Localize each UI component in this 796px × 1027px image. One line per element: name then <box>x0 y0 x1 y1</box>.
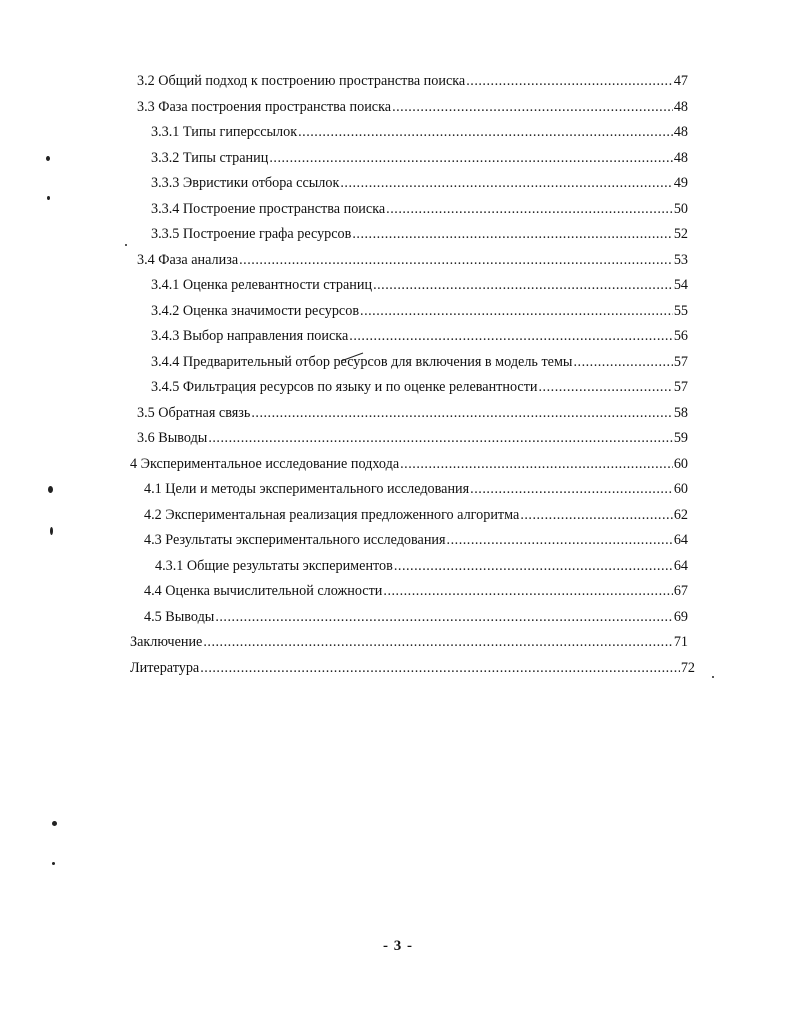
scan-speck <box>712 676 714 678</box>
toc-leader-dots <box>239 250 673 270</box>
toc-leader-dots <box>400 454 673 474</box>
toc-entry <box>151 352 688 372</box>
toc-entry-page: 49 <box>673 175 688 191</box>
toc-entry-page: 64 <box>673 557 688 574</box>
toc-leader-dots <box>520 505 673 525</box>
toc-entry <box>144 530 688 550</box>
toc-entry-page: 58 <box>673 404 688 421</box>
toc-entry-title: 3.6 Выводы <box>137 430 208 446</box>
toc-entry-page: 62 <box>673 506 688 523</box>
toc-entry-title: 3.3.1 Типы гиперссылок <box>151 124 298 140</box>
toc-leader-dots <box>392 97 673 117</box>
toc-entry-title: Литература <box>130 659 200 676</box>
toc-entry <box>151 275 688 295</box>
toc-entry <box>151 326 688 346</box>
toc-entry-page: 64 <box>673 532 688 548</box>
scan-speck <box>48 486 53 493</box>
toc-leader-dots <box>269 148 672 168</box>
scan-speck <box>47 196 50 200</box>
toc-entry-title: 3.4.1 Оценка релевантности страниц <box>151 277 373 293</box>
toc-entry <box>137 428 688 448</box>
toc-entry <box>137 71 688 91</box>
toc-entry-title: 3.3.3 Эвристики отбора ссылок <box>151 175 340 191</box>
toc-leader-dots <box>340 173 672 193</box>
toc-entry <box>151 377 688 397</box>
toc-leader-dots <box>349 326 673 346</box>
toc-entry-page: 48 <box>673 149 688 166</box>
scan-speck <box>52 821 57 826</box>
toc-leader-dots <box>200 658 680 678</box>
toc-entry-page: 59 <box>673 430 688 446</box>
toc-entry-title: Заключение <box>130 634 203 650</box>
toc-leader-dots <box>360 301 673 321</box>
toc-leader-dots <box>373 275 673 295</box>
toc-entry <box>144 505 688 525</box>
toc-leader-dots <box>470 479 673 499</box>
toc-entry-title: 4.3.1 Общие результаты экспериментов <box>155 557 393 574</box>
toc-entry-page: 50 <box>673 200 688 217</box>
toc-leader-dots <box>539 377 673 397</box>
toc-entry-page: 71 <box>673 634 688 650</box>
toc-entry <box>137 250 688 270</box>
toc-entry-title: 3.3.4 Построение пространства поиска <box>151 200 386 217</box>
toc-entry <box>130 658 695 678</box>
page-number: - 3 - <box>383 938 413 954</box>
toc-entry <box>151 173 688 193</box>
toc-entry-page: 69 <box>673 608 688 625</box>
toc-entry-page: 67 <box>673 583 688 599</box>
toc-entry <box>144 479 688 499</box>
toc-leader-dots <box>383 581 672 601</box>
toc-leader-dots <box>447 530 673 550</box>
toc-leader-dots <box>466 71 673 91</box>
toc-entry <box>151 122 688 142</box>
toc-entry-title: 3.4.2 Оценка значимости ресурсов <box>151 302 360 319</box>
toc-entry-page: 47 <box>673 73 688 89</box>
toc-entry-page: 57 <box>673 379 688 395</box>
toc-entry-title: 4.1 Цели и методы экспериментального исследования <box>144 481 470 497</box>
toc-entry-title: 4.5 Выводы <box>144 608 215 625</box>
toc-entry-title: 3.3.2 Типы страниц <box>151 149 269 166</box>
toc-entry-title: 3.5 Обратная связь <box>137 404 251 421</box>
toc-entry-page: 48 <box>673 124 688 140</box>
toc-leader-dots <box>208 428 672 448</box>
toc-entry-title: 3.4 Фаза анализа <box>137 251 239 268</box>
toc-leader-dots <box>203 632 672 652</box>
toc-entry-page: 48 <box>673 98 688 115</box>
scan-speck <box>125 244 127 246</box>
toc-leader-dots <box>394 556 673 576</box>
toc-entry <box>144 581 688 601</box>
toc-leader-dots <box>386 199 673 219</box>
toc-entry-title: 3.4.3 Выбор направления поиска <box>151 328 349 344</box>
toc-entry-page: 60 <box>673 481 688 497</box>
toc-entry <box>130 454 688 474</box>
toc-entry-page: 56 <box>673 328 688 344</box>
scan-speck <box>52 862 55 865</box>
toc-entry-page: 72 <box>680 659 695 676</box>
toc-leader-dots <box>298 122 673 142</box>
scan-speck <box>46 156 50 161</box>
toc-entry-title: 3.3 Фаза построения пространства поиска <box>137 98 392 115</box>
toc-entry-title: 3.2 Общий подход к построению пространства поиска <box>137 73 466 89</box>
toc-entry-title: 3.4.4 Предварительный отбор ресурсов для включения в модель темы <box>151 353 573 370</box>
toc-leader-dots <box>573 352 672 372</box>
toc-entry-page: 60 <box>673 455 688 472</box>
toc-entry-title: 4.2 Экспериментальная реализация предложенного алгоритма <box>144 506 520 523</box>
handwritten-tick-mark <box>340 352 364 362</box>
toc-entry-title: 3.4.5 Фильтрация ресурсов по языку и по оценке релевантности <box>151 379 538 395</box>
toc-entry <box>151 301 688 321</box>
toc-entry <box>144 607 688 627</box>
toc-entry <box>151 148 688 168</box>
scan-speck <box>50 527 53 535</box>
toc-leader-dots <box>251 403 672 423</box>
toc-entry <box>155 556 688 576</box>
toc-leader-dots <box>215 607 672 627</box>
toc-entry <box>151 199 688 219</box>
toc-entry <box>137 97 688 117</box>
toc-entry-page: 57 <box>673 353 688 370</box>
toc-entry <box>151 224 688 244</box>
toc-entry-title: 4.3 Результаты экспериментального исследования <box>144 532 446 548</box>
toc-entry-title: 4 Экспериментальное исследование подхода <box>130 455 400 472</box>
toc-entry-page: 53 <box>673 251 688 268</box>
toc-entry-title: 3.3.5 Построение графа ресурсов <box>151 226 352 242</box>
toc-entry-title: 4.4 Оценка вычислительной сложности <box>144 583 383 599</box>
toc-entry-page: 52 <box>673 226 688 242</box>
toc-entry-page: 54 <box>673 277 688 293</box>
toc-leader-dots <box>352 224 672 244</box>
toc-entry <box>130 632 688 652</box>
toc-entry <box>137 403 688 423</box>
toc-entry-page: 55 <box>673 302 688 319</box>
